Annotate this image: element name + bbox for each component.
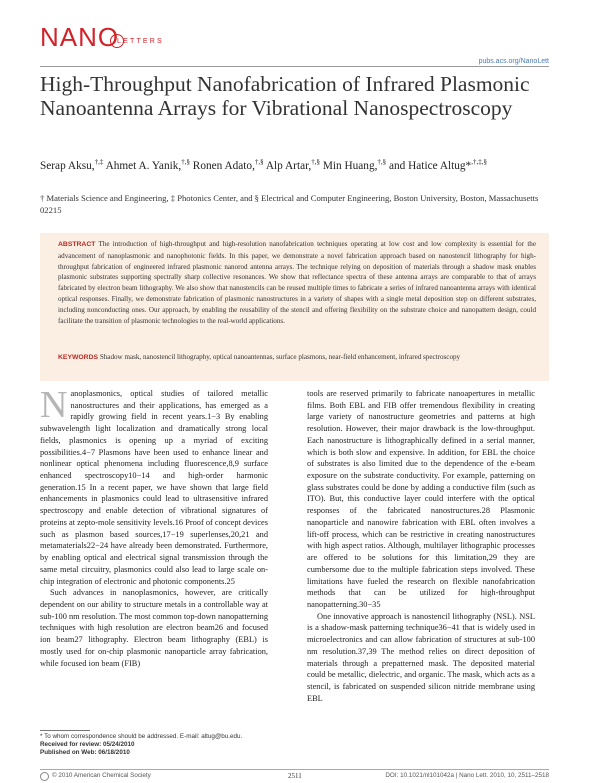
body-paragraph: tools are reserved primarily to fabricate nanoapertures in metallic films. Both EBL and FIB offer tremendous flexibility in creating large variety of nanostructure geometries and patterns at high resolution. However, their major drawback is the low-throughput. Each nanostructure is lithographically defined in a serial manner, which is both slow and expensive. In addition, for EBL the choice of substrates is also limited due to the dependence of the e-beam exposure on the substrate conductivity. For example, patterning on glass substrates could be done by adding a conductive film (such as ITO). But, this conductive layer could interfere with the optical responses of the fabricated nanostructures.28 Plasmonic nanoparticle and nanowire fabrication with EBL often involves a lift-off process, which can be restrictive in creating nanostructures with high aspect ratios. Although, multilayer lithographic processes are offered to be solutions for this limitation,29 they are cumbersome due to the multiple fabrication steps involved. These limitations have fueled the research on flexible nanofabrication methods that can be utilized for high-throughput nanopatterning.30−35 <box>307 389 535 609</box>
author-affil-mark: †,‡ <box>94 158 104 166</box>
correspondence-note: * To whom correspondence should be addressed. E-mail: altug@bu.edu. <box>40 733 243 740</box>
author-name: Min Huang, <box>322 159 378 172</box>
author-affil-mark: †,§ <box>181 158 190 166</box>
author-affil-mark: †,§ <box>254 158 264 166</box>
abstract-text: The introduction of high-throughput and high-resolution nanofabrication techniques operating at low cost and low complexity is essential for the advancement of nanoplasmonic and nanophotonic fields. In this paper, we demonstrate a novel fabrication approach based on nanostencil lithography for high-throughput fabrication of engineered infrared plasmonic nanorod antenna arrays. The technique relying on deposition of materials through a shadow mask enables plasmonic substrates supporting spectrally sharp collective resonances. We show that reflectance spectra of these antenna arrays are comparable to that of arrays fabricated by electron beam lithography. We also show that nanostencils can be reused multiple times to fabricate a series of infrared nanoantenna arrays with identical optical responses. Finally, we demonstrate fabrication of plasmonic nanostructures in a variety of shapes with a single metal deposition step on different substrates, including nonconducting ones. Our approach, by enabling the reusability of the stencil and offering flexibility on the substrate choice and nanopattern design, could facilitate the transition of plasmonic technologies to the real-world applications. <box>58 240 536 325</box>
author-name: Ronen Adato, <box>192 159 255 172</box>
author-affil-mark: ,†,‡,§ <box>471 158 487 166</box>
journal-url-link[interactable]: pubs.acs.org/NanoLett <box>478 58 549 65</box>
abstract <box>58 239 536 326</box>
doi-citation: DOI: 10.1021/nl101042a | Nano Lett. 2010, 10, 2511–2518 <box>385 772 549 779</box>
article-title: High-Throughput Nanofabrication of Infrared Plasmonic Nanoantenna Arrays for Vibrational Nanospectroscopy <box>40 72 530 120</box>
author-name: Alp Artar, <box>265 159 312 172</box>
author-name: Ahmet A. Yanik, <box>105 159 182 172</box>
published-date: Published on Web: 06/18/2010 <box>40 749 130 757</box>
header-rule <box>40 66 549 67</box>
footer-rule <box>40 769 549 770</box>
page-number: 2511 <box>288 772 302 780</box>
paragraph-text: anoplasmonics, optical studies of tailored metallic nanostructures and their applications, has emerged as a rapidly growing field in recent years.1−3 By enabling subwavelength light localization and dramatically strong local fields, plasmonics is opening up a myriad of exciting possibilities.4−7 Plasmons have been used to enhance linear and nonlinear optical phenomena including fluorescence,8,9 surface enhanced spectroscopy10−14 and high-order harmonic generation.15 In a recent paper, we have shown that large field enhancements in plasmonics could lead to ultrasensitive infrared spectroscopy and enable detection of vibrational signatures of proteins at zepto-mole sensitivity levels.16 Proof of concept devices such as plasmon based sources,17−19 superlenses,20,21 and metamaterials22−24 have already been demonstrated. Furthermore, by enabling optical and electrical signal transmission through the same metal circuitry, plasmonics could also lead to large scale on-chip integration of electronic and photonic components.25 <box>40 389 268 586</box>
body-paragraph: Such advances in nanoplasmonics, however, are critically dependent on our ability to structure metals in a controllable way at sub-100 nm resolution. The most common top-down nanopatterning techniques with high resolution are electron beam26 and focused ion beam27 lithography. Electron beam lithography (EBL) is mostly used for on-chip plasmonic nanoparticle array fabrication, while focused ion beam (FIB) <box>40 588 268 668</box>
author-name: Serap Aksu, <box>40 159 95 172</box>
footnote-rule <box>40 730 90 731</box>
body-paragraph: One innovative approach is nanostencil lithography (NSL). NSL is a shadow-mask patterning technique36−41 that is widely used in microelectronics and can allow fabrication of structures at sub-100 nm resolution.37,39 The method relies on direct deposition of materials through a prepatterned mask. The deposited material could be metallic, dielectric, and organic. The mask, which acts as a stencil, is fabricated on suspended silicon nitride membrane using EBL <box>307 611 535 703</box>
copyright-text: © 2010 American Chemical Society <box>52 772 151 779</box>
acs-logo-icon <box>40 772 49 781</box>
received-date: Received for review: 05/24/2010 <box>40 741 135 749</box>
author-affil-mark: †,§ <box>377 158 387 166</box>
author-name: and Hatice Altug* <box>389 159 472 172</box>
body-paragraph <box>40 384 268 587</box>
keywords <box>58 352 536 364</box>
logo-sub-text: LETTERS <box>117 38 164 45</box>
logo-main-text: NANO <box>40 22 120 52</box>
abstract-label: ABSTRACT <box>58 241 96 248</box>
body-column-right <box>307 388 535 704</box>
footnotes <box>40 733 270 758</box>
affiliations: † Materials Science and Engineering, ‡ Photonics Center, and § Electrical and Computer Engineering, Boston University, Boston, Massachusetts 02215 <box>40 193 539 215</box>
author-affil-mark: †,§ <box>311 158 320 166</box>
keywords-label: KEYWORDS <box>58 354 99 361</box>
dropcap: N <box>40 384 68 426</box>
author-list <box>40 154 549 174</box>
body-column-left <box>40 384 268 669</box>
keywords-text: Shadow mask, nanostencil lithography, optical nanoantennas, surface plasmons, near-field enhancement, infrared spectroscopy <box>99 353 461 361</box>
